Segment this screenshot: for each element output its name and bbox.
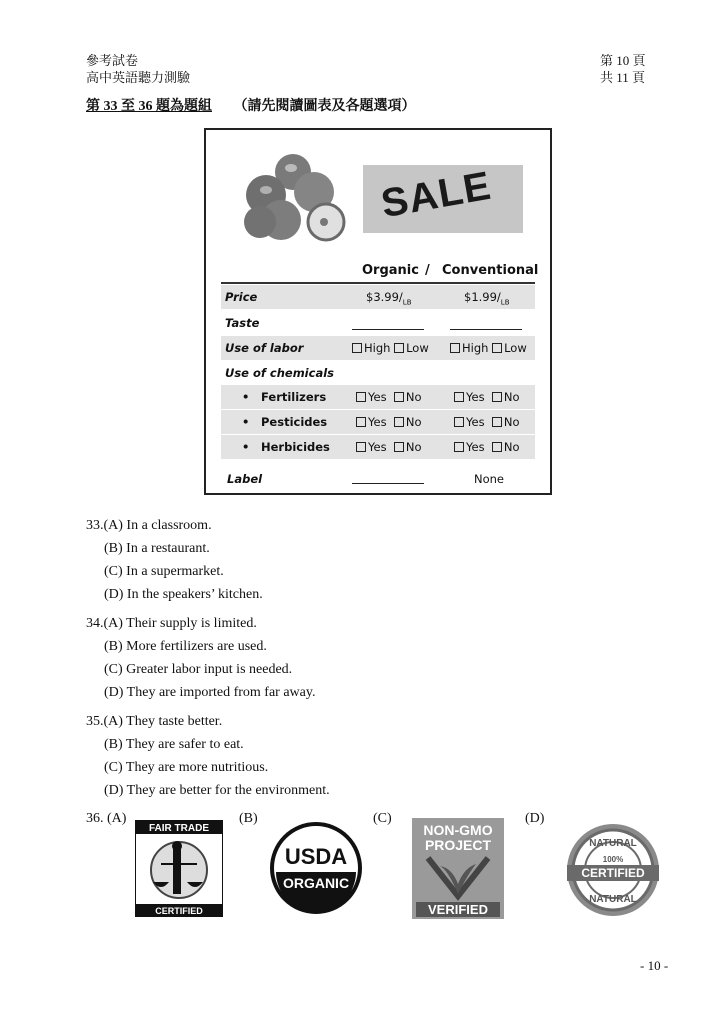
section-instruction: （請先閱讀圖表及各題選項） xyxy=(233,99,416,114)
option-a: (A) They taste better. xyxy=(103,714,223,729)
label-organic-blank xyxy=(352,483,424,484)
fair-trade-logo xyxy=(135,820,223,917)
svg-text:NATURAL: NATURAL xyxy=(589,838,637,849)
option-b: (B) More fertilizers are used. xyxy=(104,639,267,654)
option-b: (B) In a restaurant. xyxy=(104,541,210,556)
question-36: 36. (A) xyxy=(86,811,127,826)
row-pesticides-label: Pesticides xyxy=(261,415,328,429)
option-d: (D) They are better for the environment. xyxy=(104,783,330,798)
row-labor-label: Use of labor xyxy=(225,341,304,355)
labor-organic-options: High Low xyxy=(352,341,429,355)
row-chemicals-label: Use of chemicals xyxy=(225,366,334,380)
row-taste-label: Taste xyxy=(225,316,260,330)
svg-text:100%: 100% xyxy=(602,855,624,864)
option-c: (C) Greater labor input is needed. xyxy=(104,662,293,677)
option-d: (D) In the speakers’ kitchen. xyxy=(104,587,263,602)
header-right-line1: 第 10 頁 xyxy=(600,53,646,68)
svg-text:PROJECT: PROJECT xyxy=(424,837,492,853)
label-conventional: None xyxy=(474,472,505,486)
row-label-label: Label xyxy=(227,472,263,486)
question-number: 35. xyxy=(86,714,104,729)
q36-label-c: (C) xyxy=(373,811,392,826)
row-fertilizers-label: Fertilizers xyxy=(261,390,327,404)
q36-label-d: (D) xyxy=(525,811,545,826)
pesticides-conventional-options: Yes No xyxy=(454,415,520,429)
header-right-line2: 共 11 頁 xyxy=(600,70,646,85)
svg-text:VERIFIED: VERIFIED xyxy=(428,902,488,917)
bullet-fertilizers: • xyxy=(242,390,250,404)
row-herbicides-label: Herbicides xyxy=(261,440,330,454)
header-rule xyxy=(221,282,535,284)
option-d: (D) They are imported from far away. xyxy=(104,685,316,700)
labor-conventional-options: High Low xyxy=(450,341,527,355)
column-conventional: Conventional xyxy=(442,263,539,278)
option-a: (A) Their supply is limited. xyxy=(103,616,257,631)
certified-natural-logo xyxy=(565,822,661,918)
page-number: - 10 - xyxy=(640,958,669,973)
column-organic: Organic xyxy=(362,263,419,278)
section-heading xyxy=(86,95,416,115)
price-organic: $\$3.99/_{LB}$ xyxy=(366,290,412,307)
question-34 xyxy=(86,616,257,632)
fertilizers-conventional-options: Yes No xyxy=(454,390,520,404)
option-a: (A) In a classroom. xyxy=(103,518,212,533)
svg-text:CERTIFIED: CERTIFIED xyxy=(581,866,645,880)
herbicides-conventional-options: Yes No xyxy=(454,440,520,454)
q36-label-b: (B) xyxy=(239,811,258,826)
option-c: (C) In a supermarket. xyxy=(104,564,224,579)
svg-text:NATURAL: NATURAL xyxy=(589,894,637,905)
question-33 xyxy=(86,518,212,534)
option-c: (C) They are more nutritious. xyxy=(104,760,269,775)
bullet-pesticides: • xyxy=(242,415,250,429)
svg-text:NON-GMO: NON-GMO xyxy=(423,822,493,838)
price-comparison-chart xyxy=(204,128,552,495)
bullet-herbicides: • xyxy=(242,440,250,454)
price-conventional: $\$1.99/_{LB}$ xyxy=(464,290,510,307)
usda-organic-logo xyxy=(270,822,362,914)
option-b: (B) They are safer to eat. xyxy=(104,737,244,752)
taste-conventional-blank xyxy=(450,329,522,330)
header-left-line1: 參考試卷 xyxy=(86,53,139,68)
sale-text: SALE xyxy=(377,163,495,227)
svg-text:ORGANIC: ORGANIC xyxy=(282,875,350,891)
non-gmo-logo xyxy=(412,818,504,919)
sale-banner xyxy=(363,165,523,233)
header-left-line2: 高中英語聽力測驗 xyxy=(86,70,191,85)
herbicides-organic-options: Yes No xyxy=(356,440,422,454)
question-35 xyxy=(86,714,222,730)
taste-organic-blank xyxy=(352,329,424,330)
svg-text:USDA: USDA xyxy=(284,844,348,869)
section-title: 第 33 至 36 題為題組 xyxy=(86,99,212,114)
question-number: 33. xyxy=(86,518,104,533)
svg-text:FAIR TRADE: FAIR TRADE xyxy=(149,823,209,834)
fertilizers-organic-options: Yes No xyxy=(356,390,422,404)
row-price-label: Price xyxy=(225,290,258,304)
question-number: 34. xyxy=(86,616,104,631)
column-slash: / xyxy=(425,263,430,278)
apples-image xyxy=(236,150,351,250)
pesticides-organic-options: Yes No xyxy=(356,415,422,429)
svg-text:CERTIFIED: CERTIFIED xyxy=(155,906,203,916)
